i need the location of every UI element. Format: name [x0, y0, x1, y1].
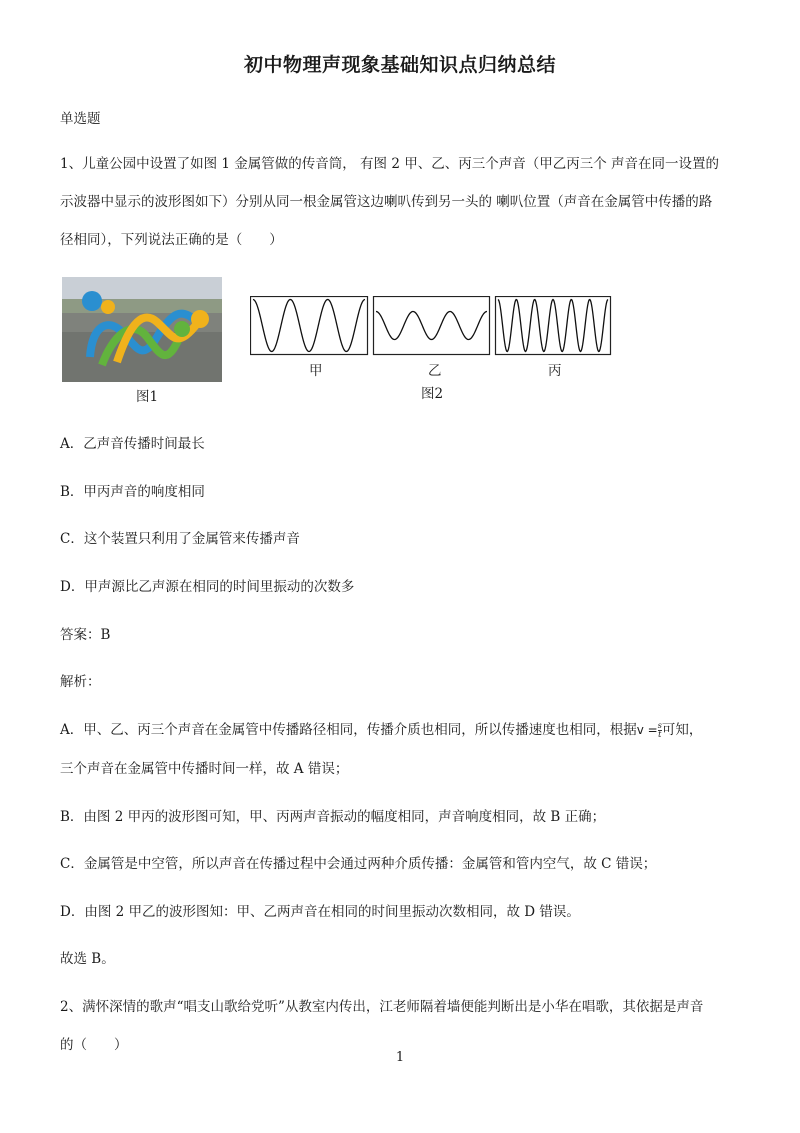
answer: 答案：B — [60, 627, 111, 643]
figure-1-photo — [62, 277, 222, 382]
wave-yi — [376, 312, 487, 340]
figure-2-caption: 图2 — [421, 386, 444, 402]
wave-bing — [498, 300, 608, 352]
conclusion: 故选 B。 — [60, 951, 115, 967]
document-title: 初中物理声现象基础知识点归纳总结 — [243, 54, 556, 76]
option-c: C．这个装置只利用了金属管来传播声音 — [60, 531, 300, 547]
question-1-line-1: 1、儿童公园中设置了如图 1 金属管做的传音筒， 有图 2 甲、乙、丙三个声音（甲乙丙三个 声音在同一设置的 — [60, 156, 720, 172]
analysis-a-text-end: 可知， — [661, 722, 703, 738]
question-1-line-2: 示波器中显示的波形图如下）分别从同一根金属管这边喇叭传到另一头的 喇叭位置（声音在金属管中传播的路 — [60, 194, 713, 210]
option-d: D．甲声源比乙声源在相同的时间里振动的次数多 — [60, 579, 355, 595]
analysis-b: B．由图 2 甲丙的波形图可知，甲、丙两声音振动的幅度相同，声音响度相同，故 B 正确； — [60, 809, 606, 825]
analysis-a-text: A．甲、乙、丙三个声音在金属管中传播路径相同，传播介质也相同，所以传播速度也相同，根据 — [60, 722, 637, 738]
formula-numerator: s — [657, 721, 662, 730]
page-number: 1 — [395, 1050, 405, 1065]
wave-jia — [253, 300, 365, 352]
analysis-label: 解析： — [60, 674, 101, 690]
wave-label-jia: 甲 — [309, 363, 323, 379]
wave-label-yi: 乙 — [428, 363, 442, 379]
analysis-a-line-1 — [60, 718, 750, 739]
formula-v: v = — [636, 723, 658, 737]
question-2-line-2: 的（ ） — [60, 1037, 128, 1053]
question-1-line-3: 径相同），下列说法正确的是（ ） — [60, 232, 283, 248]
analysis-a-line-2: 三个声音在金属管中传播时间一样，故 A 错误； — [60, 761, 349, 777]
section-heading: 单选题 — [60, 111, 101, 127]
figure-1-caption: 图1 — [136, 389, 159, 405]
option-b: B．甲丙声音的响度相同 — [60, 484, 205, 500]
option-a: A．乙声音传播时间最长 — [60, 436, 205, 452]
formula-denominator: t — [658, 730, 662, 739]
wave-label-bing: 丙 — [548, 363, 562, 379]
analysis-c: C．金属管是中空管，所以声音在传播过程中会通过两种介质传播：金属管和管内空气，故 C 错误； — [60, 856, 657, 872]
analysis-d: D．由图 2 甲乙的波形图知：甲、乙两声音在相同的时间里振动次数相同，故 D 错误。 — [60, 904, 580, 920]
figure-2-waveforms — [250, 296, 612, 358]
question-2-line-1: 2、满怀深情的歌声“唱支山歌给党听”从教室内传出，江老师隔着墙便能判断出是小华在唱歌，其依据是声音 — [60, 999, 704, 1015]
